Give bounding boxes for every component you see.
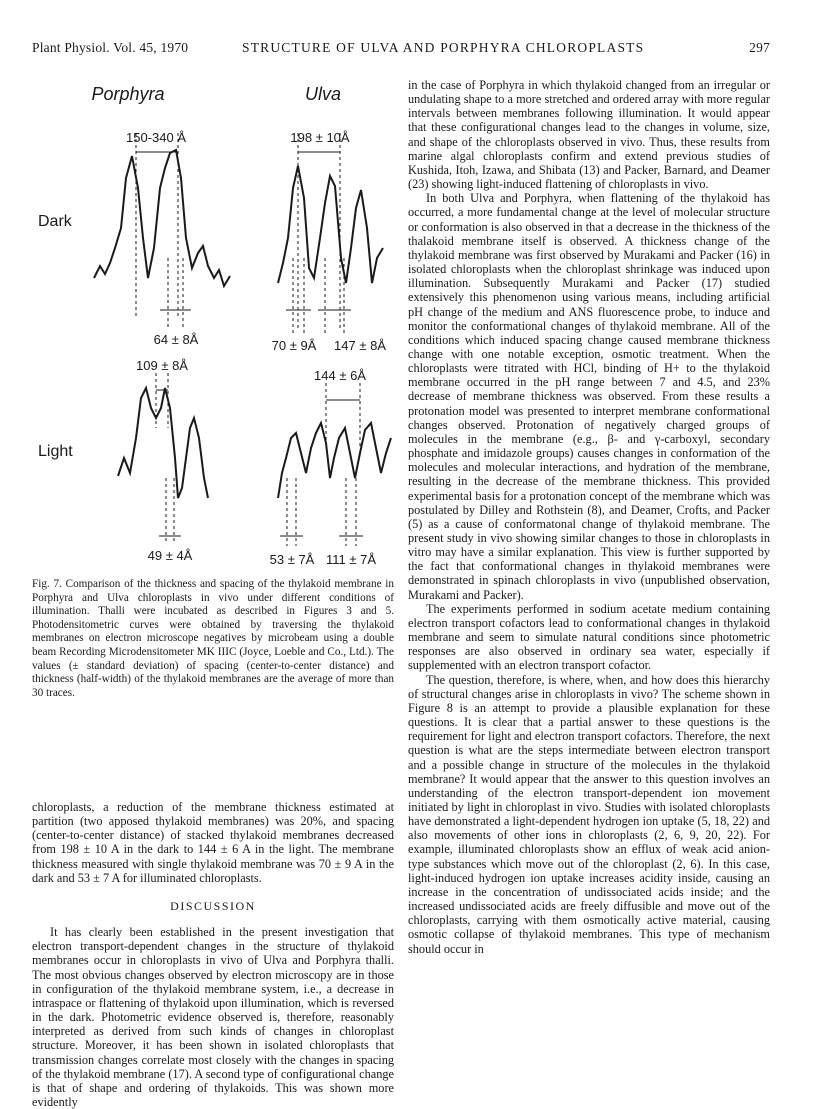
- section-heading: DISCUSSION: [170, 898, 256, 913]
- journal-citation: Plant Physiol. Vol. 45, 1970: [32, 40, 189, 55]
- label-porphyra-light-thickness: 49 ± 4Å: [147, 548, 193, 563]
- label-ulva-light-spacing: 144 ± 6Å: [314, 368, 366, 383]
- label-ulva-dark-spacing: 198 ± 10Å: [290, 130, 350, 145]
- figure-caption: Fig. 7. Comparison of the thickness and spacing of the thylakoid membrane in Porphyra and Ulva chloroplasts in vivo under different conditions of illumination. Thalli were incubated as described in Figures 3 and 5. Photodensitometric curves were obtained by traversing the thylakoid membranes on electron microscope negatives by microbeam using a double beam Recording Microdensitometer MK IIIC (Joyce, Loeble and Co., Ltd.). The values (± standard deviation) of spacing (center-to-center distance) and thickness (half-width) of the thylakoid membranes are the average of more than 30 traces.: [32, 578, 394, 699]
- row-label-dark: Dark: [38, 213, 72, 230]
- paragraph: chloroplasts, a reduction of the membrane thickness estimated at partition (two apposed thylakoid membranes) was 20%, and spacing (center-to-center distance) of stacked thylakoid membranes decreased from 198 ± 10 A in the dark to 144 ± 6 A in the light. The membrane thickness measured with single thylakoid membrane was 70 ± 9 A in the dark and 53 ± 7 A for illuminated chloroplasts.: [32, 800, 394, 885]
- label-ulva-light-thickness-b: 111 ± 7Å: [325, 552, 377, 567]
- right-column: [408, 78, 770, 956]
- page-header: [32, 40, 770, 58]
- label-porphyra-dark-thickness: 64 ± 8Å: [153, 332, 199, 347]
- left-column: [32, 800, 394, 1109]
- paragraph: in the case of Porphyra in which thylakoid changed from an irregular or undulating shape to a more stretched and ordered array with more regular intervals between membranes following illumination. It would appear that these configurational changes lead to the changes in volume, size, and shape of the chloroplasts observed in vivo. Thus, these results from marine algal chloroplasts confirm and extend previous studies of Kushida, Itoh, Izawa, and Shibata (13) and Packer, Barnard, and Deamer (23) showing light-induced flattening of chloroplasts in vivo.: [408, 78, 770, 192]
- label-porphyra-light-spacing: 109 ± 8Å: [136, 358, 188, 373]
- paragraph: The experiments performed in sodium acetate medium containing electron transport cofactors lead to conformational changes in thylakoid membrane and seem to simulate natural conditions since photometric responses are also observed in ordinary sea water, especially if supplemented with an electron transport cofactor.: [408, 601, 770, 673]
- paragraph: The question, therefore, is where, when, and how does this hierarchy of structural changes arise in chloroplasts in vivo? The scheme shown in Figure 8 is an attempt to provide a plausible explanation for these questions. It is clear that a partial answer to these questions is the requirement for light and electron transport cofactors. Therefore, the next question is what are the steps intermediate between electron transport and a possible change in structure of the molecules in the thylakoid membrane? It would appear that the answer to this question involves an understanding of the electron transport-dependent ion movement initiated by light in chloroplast in vivo. Studies with isolated chloroplasts have demonstrated a light-dependent hydrogen ion uptake (5, 18, 22) and also movements of other ions in chloroplasts (2, 6, 9, 20, 22). For example, illuminated chloroplasts show an efflux of weak acid anion-type substances which move out of the chloroplast (2, 6). In this case, light-induced hydrogen ion uptake increases acidity inside, causing an increase in the concentration of undissociated acids inside; and the increased undissociated acids are freely diffusible and move out of the chloroplasts, carrying with them osmotically active material, causing osmotic collapse of thylakoid membranes. This type of mechanism should occur in: [408, 672, 770, 956]
- running-title: STRUCTURE OF ULVA AND PORPHYRA CHLOROPLASTS: [242, 40, 645, 55]
- trace-ulva-dark: [278, 166, 383, 283]
- col-label-ulva: Ulva: [304, 84, 342, 104]
- row-label-light: Light: [38, 443, 73, 460]
- page-number: 297: [749, 40, 770, 55]
- paragraph: It has clearly been established in the present investigation that electron transport-dependent changes in the structure of thylakoid membranes occur in chloroplasts in vivo of Ulva and Porphyra thalli. The most obvious changes observed by electron microscopy are in those in configuration of the thylakoid membrane system, i.e., a decrease in intraspace or flattening of thylakoid upon illumination, which is reversed in the dark. Photometric evidence observed is, therefore, reasonably interpreted as derived from such kinds of changes in chloroplast structure. Moreover, it has been shown in isolated chloroplasts that transmission changes correlate most closely with the changes in spacing of the thylakoid membrane (17). A second type of configurational change is that of shape and ordering of thylakoids. This was shown more evidently: [32, 925, 394, 1109]
- trace-porphyra-dark: [94, 150, 230, 286]
- label-porphyra-dark-spacing: 150-340 Å: [126, 130, 186, 145]
- label-ulva-dark-thickness-a: 70 ± 9Å: [271, 338, 317, 353]
- trace-ulva-light: [278, 423, 391, 498]
- col-label-porphyra: Porphyra: [91, 84, 165, 104]
- paragraph: In both Ulva and Porphyra, when flattening of the thylakoid has occurred, a more fundamental change at the level of molecular structure or conformation is also observed in that a decrease in the thickness of the thalakoid membrane itself is observed. A thickness change of the thylakoid membrane was first observed by Murakami and Packer (16) in isolated chloroplasts when the chloroplast shrinkage was induced upon illumination. Subsequently Murakami and Packer (17) studied extensively this phenomenon using various means, including artificial pH change of the medium and ANS fluorescence probe, to induce and monitor the conformational changes of thylakoid membrane. All of the conditions which induced spacing change caused membrane thickness change with one notable exception, osmotic treatment. When the chloroplasts were titrated with HCl, binding of H+ to the thylakoid membrane occurred in the pH range between 7 and 4.5, and 23% decrease of membrane thickness was observed. From these results a protonation model was presented to interpret membrane conformational changes observed. Protonation of negatively charged groups of molecules in the membrane (e.g., β- and γ-carboxyl, secondary phosphate and imidazole groups) causes changes in conformation of the molecules and molecular interactions, and hydration of the membrane, resulting in the decrease of the membrane thickness. This provided experimental basis for a protonation concept of the membrane which was postulated by Dilley and Rothstein (8), and Deamer, Crofts, and Packer (5) as a cause of conformatonal change of thylakoid membrane. The present study in vivo showing similar changes to those in chloroplasts in vitro may have a similar explanation. This view is further supported by the fact that conformational changes in thylakoid membranes were demonstrated in spinach chloroplasts in vivo (unpublished observation, Murakami and Packer).: [408, 191, 770, 602]
- trace-porphyra-light: [118, 388, 208, 498]
- label-ulva-light-thickness-a: 53 ± 7Å: [269, 552, 315, 567]
- figure-7: [28, 78, 398, 588]
- densitometer-traces: [28, 78, 398, 588]
- label-ulva-dark-thickness-b: 147 ± 8Å: [334, 338, 386, 353]
